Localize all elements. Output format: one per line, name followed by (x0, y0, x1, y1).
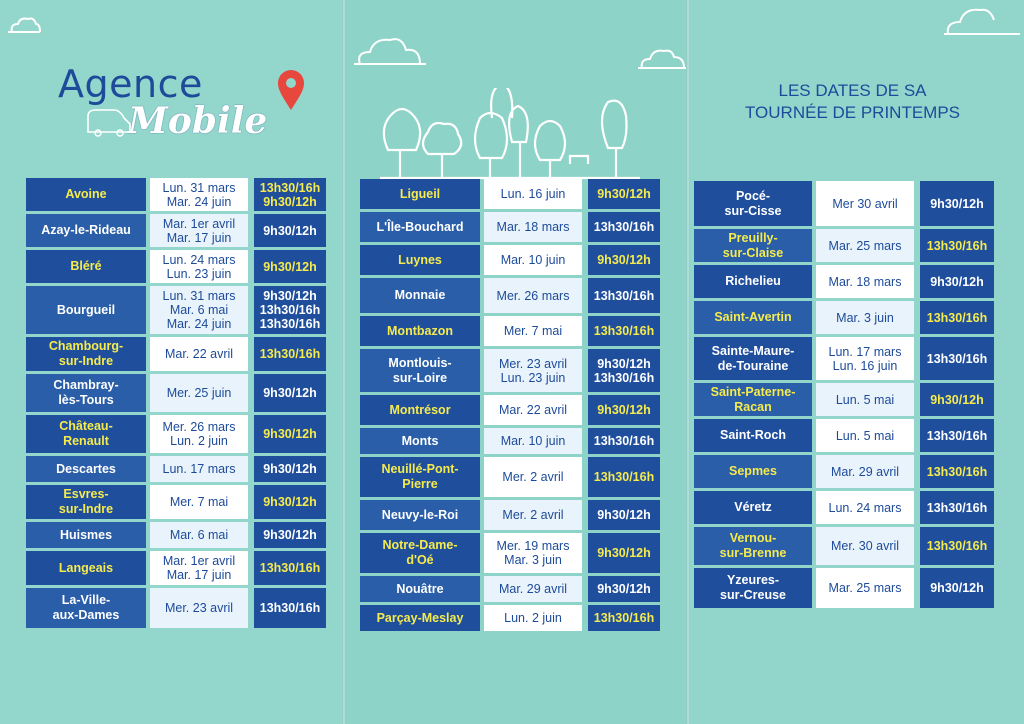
town-name: Montlouis- (388, 355, 452, 370)
date-cell (150, 551, 248, 585)
table-row (26, 214, 326, 247)
town-cell (694, 383, 812, 416)
town-cell (694, 419, 812, 452)
town-cell (360, 212, 480, 242)
table-row (694, 419, 994, 452)
table-row (360, 316, 660, 346)
town-name: Sepmes (729, 464, 777, 478)
town-name: Esvres- (63, 487, 109, 501)
town-name: sur-Indre (58, 502, 114, 516)
visit-date: Mar. 17 juin (166, 568, 232, 582)
date-cell (816, 491, 914, 524)
table-row (360, 576, 660, 602)
visit-date: Mar. 22 avril (164, 347, 234, 361)
visit-date: Mer. 2 avril (502, 508, 564, 522)
trees-illustration (380, 88, 640, 180)
time-cell (920, 383, 994, 416)
visit-hours: 9h30/12h (263, 495, 317, 509)
date-cell (484, 395, 582, 425)
logo-line1: Agence (58, 62, 203, 106)
visit-hours: 9h30/12h (597, 546, 651, 560)
visit-hours: 13h30/16h (593, 220, 655, 234)
table-row (360, 605, 660, 631)
table-row (26, 178, 326, 211)
visit-date: Mer. 23 avril (498, 356, 568, 371)
town-name: sur-Creuse (720, 588, 786, 602)
table-row (26, 415, 326, 453)
town-name: Monnaie (394, 288, 446, 302)
time-cell (588, 245, 660, 275)
visit-hours: 13h30/16h (593, 370, 655, 385)
visit-hours: 9h30/12h (597, 403, 651, 417)
visit-date: Lun. 24 mars (828, 500, 902, 515)
visit-date: Lun. 5 mai (835, 392, 895, 407)
table-row (26, 286, 326, 334)
town-name: Langeais (58, 560, 114, 575)
town-name: Ligueil (399, 186, 441, 201)
time-cell (588, 500, 660, 530)
tour-heading (720, 80, 985, 124)
town-name: Saint-Roch (720, 428, 786, 442)
town-name: Saint-Avertin (714, 310, 792, 324)
date-cell (150, 214, 248, 247)
date-cell (816, 229, 914, 262)
table-row (694, 301, 994, 334)
date-cell (484, 278, 582, 313)
visit-date: Mer. 7 mai (169, 495, 229, 509)
town-name: Chambourg- (48, 339, 124, 353)
visit-hours: 9h30/12h (930, 392, 984, 407)
visit-hours: 9h30/12h (263, 223, 317, 238)
time-cell (920, 181, 994, 226)
time-cell (254, 286, 326, 334)
visit-hours: 9h30/12h (930, 581, 984, 595)
table-row (360, 500, 660, 530)
town-cell (694, 568, 812, 608)
visit-date: Mar. 24 juin (166, 194, 232, 209)
visit-hours: 13h30/16h (593, 611, 655, 625)
town-cell (26, 286, 146, 334)
visit-date: Mar. 6 mai (169, 528, 229, 542)
schedule-table-col2 (360, 176, 660, 634)
schedule-table-col1 (26, 175, 326, 631)
visit-date: Mar. 6 mai (169, 303, 229, 317)
date-cell (150, 588, 248, 628)
time-cell (588, 349, 660, 392)
table-row (360, 179, 660, 209)
table-row (26, 588, 326, 628)
town-cell (694, 491, 812, 524)
date-cell (150, 337, 248, 371)
date-cell (816, 527, 914, 565)
visit-date: Lun. 16 juin (832, 358, 898, 373)
time-cell (920, 568, 994, 608)
visit-hours: 9h30/12h (263, 194, 317, 209)
visit-date: Mar. 3 juin (504, 553, 562, 567)
date-cell (150, 286, 248, 334)
visit-date: Lun. 5 mai (835, 428, 895, 443)
visit-date: Lun. 24 mars (162, 252, 236, 267)
visit-hours: 13h30/16h (926, 351, 988, 366)
town-name: Montbazon (387, 323, 453, 338)
table-row (694, 568, 994, 608)
table-row (694, 229, 994, 262)
date-cell (150, 485, 248, 519)
visit-date: Mer. 19 mars (496, 539, 570, 553)
town-name: Renault (63, 434, 109, 448)
town-cell (360, 349, 480, 392)
table-row (26, 456, 326, 482)
town-cell (360, 245, 480, 275)
table-row (694, 527, 994, 565)
town-cell (360, 395, 480, 425)
visit-date: Lun. 23 juin (500, 370, 566, 385)
town-cell (694, 527, 812, 565)
visit-hours: 9h30/12h (597, 582, 651, 596)
time-cell (588, 576, 660, 602)
schedule-table-col3 (694, 178, 994, 611)
time-cell (254, 588, 326, 628)
visit-hours: 13h30/16h (259, 317, 321, 331)
town-name: Huismes (59, 527, 113, 542)
visit-date: Mar. 10 juin (500, 434, 566, 448)
visit-date: Lun. 16 juin (500, 187, 566, 201)
town-name: Sainte-Maure- (711, 343, 795, 358)
visit-date: Mar. 29 avril (830, 464, 900, 479)
time-cell (588, 533, 660, 573)
town-name: Monts (401, 433, 439, 448)
visit-hours: 9h30/12h (930, 274, 984, 289)
table-row (26, 374, 326, 412)
visit-hours: 9h30/12h (263, 427, 317, 441)
table-row (26, 522, 326, 548)
date-cell (484, 576, 582, 602)
visit-date: Mer 30 avril (832, 196, 898, 211)
visit-hours: 13h30/16h (259, 180, 321, 195)
visit-date: Lun. 31 mars (162, 289, 236, 303)
cloud-icon (350, 30, 430, 70)
town-name: Montrésor (389, 402, 451, 417)
visit-date: Mer. 26 mars (162, 420, 236, 434)
time-cell (588, 395, 660, 425)
visit-date: Mar. 1er avril (162, 554, 236, 568)
visit-date: Mer. 2 avril (502, 470, 564, 484)
visit-hours: 9h30/12h (263, 289, 317, 303)
town-cell (26, 522, 146, 548)
visit-hours: 13h30/16h (926, 310, 988, 325)
time-cell (588, 428, 660, 454)
town-name: Neuvy-le-Roi (381, 507, 459, 522)
visit-date: Mar. 29 avril (498, 582, 568, 596)
visit-hours: 13h30/16h (926, 464, 988, 479)
visit-hours: 13h30/16h (259, 347, 321, 361)
visit-date: Mar. 1er avril (162, 216, 236, 231)
agence-mobile-logo (58, 62, 318, 152)
time-cell (920, 455, 994, 488)
visit-hours: 9h30/12h (597, 187, 651, 201)
town-name: Parçay-Meslay (376, 610, 464, 625)
table-row (26, 250, 326, 283)
date-cell (816, 181, 914, 226)
date-cell (150, 250, 248, 283)
town-cell (694, 181, 812, 226)
town-cell (694, 229, 812, 262)
heading-line2: TOURNÉE DE PRINTEMPS (744, 103, 961, 122)
time-cell (920, 301, 994, 334)
time-cell (920, 527, 994, 565)
date-cell (484, 533, 582, 573)
town-cell (360, 457, 480, 497)
visit-hours: 9h30/12h (597, 508, 651, 522)
time-cell (588, 457, 660, 497)
town-name: aux-Dames (52, 608, 120, 622)
town-name: Château- (59, 419, 113, 433)
town-cell (360, 278, 480, 313)
cloud-icon (940, 4, 1022, 38)
town-cell (360, 316, 480, 346)
date-cell (816, 419, 914, 452)
visit-date: Mar. 17 juin (166, 230, 232, 245)
town-name: Neuillé-Pont- (381, 462, 459, 476)
time-cell (588, 179, 660, 209)
visit-date: Mar. 25 mars (828, 581, 902, 595)
date-cell (150, 456, 248, 482)
time-cell (588, 212, 660, 242)
town-cell (26, 485, 146, 519)
visit-date: Mar. 24 juin (166, 317, 232, 331)
town-name: Preuilly- (728, 230, 778, 245)
town-name: sur-Cisse (724, 203, 782, 218)
date-cell (816, 383, 914, 416)
table-row (360, 278, 660, 313)
town-name: sur-Loire (392, 370, 448, 385)
visit-hours: 9h30/12h (930, 196, 984, 211)
town-name: Luynes (398, 252, 442, 267)
visit-hours: 13h30/16h (259, 303, 321, 317)
date-cell (484, 245, 582, 275)
date-cell (484, 500, 582, 530)
town-name: sur-Indre (58, 354, 114, 368)
town-name: Saint-Paterne- (710, 384, 796, 399)
town-cell (26, 415, 146, 453)
town-name: Azay-le-Rideau (41, 223, 131, 237)
time-cell (254, 214, 326, 247)
town-cell (360, 500, 480, 530)
visit-date: Mer. 25 juin (166, 386, 232, 400)
date-cell (150, 522, 248, 548)
visit-date: Mar. 18 mars (496, 220, 570, 234)
visit-date: Lun. 31 mars (162, 180, 236, 195)
visit-date: Lun. 17 mars (162, 462, 236, 476)
town-name: lès-Tours (58, 393, 114, 407)
visit-hours: 13h30/16h (593, 288, 655, 303)
fold-line (686, 0, 690, 724)
town-cell (360, 428, 480, 454)
visit-hours: 13h30/16h (926, 539, 988, 553)
visit-date: Mer. 26 mars (496, 288, 570, 303)
visit-date: Mar. 3 juin (836, 310, 894, 325)
time-cell (920, 337, 994, 380)
time-cell (588, 316, 660, 346)
date-cell (150, 374, 248, 412)
table-row (694, 383, 994, 416)
date-cell (484, 349, 582, 392)
town-name: Pocé- (735, 188, 771, 203)
time-cell (920, 229, 994, 262)
visit-date: Mer. 23 avril (164, 601, 234, 615)
town-cell (360, 179, 480, 209)
visit-hours: 9h30/12h (263, 259, 317, 274)
town-name: Nouâtre (396, 581, 444, 596)
cloud-icon (4, 14, 44, 36)
time-cell (920, 419, 994, 452)
time-cell (254, 250, 326, 283)
table-row (360, 212, 660, 242)
visit-date: Mar. 18 mars (828, 274, 902, 289)
town-cell (26, 588, 146, 628)
logo-line2: Mobile (128, 100, 268, 142)
table-row (26, 551, 326, 585)
time-cell (254, 374, 326, 412)
date-cell (484, 605, 582, 631)
date-cell (816, 455, 914, 488)
visit-hours: 9h30/12h (597, 253, 651, 267)
date-cell (150, 178, 248, 211)
visit-date: Mer. 7 mai (503, 324, 563, 338)
time-cell (254, 456, 326, 482)
fold-line (342, 0, 346, 724)
visit-date: Mar. 25 mars (828, 238, 902, 253)
town-name: La-Ville- (61, 593, 111, 607)
table-row (360, 533, 660, 573)
visit-hours: 13h30/16h (259, 601, 321, 615)
time-cell (254, 551, 326, 585)
town-name: Chambray- (53, 378, 119, 392)
town-cell (26, 214, 146, 247)
town-name: Notre-Dame- (382, 538, 458, 552)
time-cell (920, 491, 994, 524)
date-cell (484, 457, 582, 497)
town-cell (694, 265, 812, 298)
visit-hours: 13h30/16h (593, 470, 655, 484)
town-cell (26, 178, 146, 211)
visit-hours: 13h30/16h (593, 324, 655, 338)
visit-hours: 13h30/16h (593, 434, 655, 448)
town-name: sur-Brenne (719, 546, 787, 560)
town-name: Yzeures- (726, 573, 780, 587)
town-name: Bourgueil (56, 302, 116, 317)
visit-date: Lun. 2 juin (504, 611, 562, 625)
table-row (694, 491, 994, 524)
date-cell (816, 265, 914, 298)
town-name: d'Oé (406, 553, 434, 567)
time-cell (254, 337, 326, 371)
town-name: Véretz (734, 500, 772, 514)
date-cell (816, 301, 914, 334)
table-row (26, 337, 326, 371)
table-row (360, 395, 660, 425)
time-cell (588, 278, 660, 313)
visit-hours: 13h30/16h (926, 428, 988, 443)
time-cell (254, 415, 326, 453)
date-cell (484, 179, 582, 209)
date-cell (816, 568, 914, 608)
visit-hours: 9h30/12h (263, 386, 317, 400)
time-cell (588, 605, 660, 631)
table-row (360, 245, 660, 275)
date-cell (484, 316, 582, 346)
table-row (360, 457, 660, 497)
visit-hours: 13h30/16h (926, 238, 988, 253)
visit-date: Mar. 22 avril (498, 403, 568, 417)
time-cell (254, 178, 326, 211)
town-cell (26, 337, 146, 371)
visit-hours: 9h30/12h (263, 528, 317, 542)
town-cell (694, 301, 812, 334)
table-row (694, 337, 994, 380)
town-cell (26, 456, 146, 482)
town-name: de-Touraine (717, 358, 789, 373)
visit-date: Mar. 10 juin (500, 253, 566, 267)
location-pin-icon (276, 68, 306, 112)
visit-date: Lun. 17 mars (828, 344, 902, 359)
visit-hours: 9h30/12h (597, 356, 651, 371)
visit-hours: 13h30/16h (926, 500, 988, 515)
table-row (694, 455, 994, 488)
date-cell (150, 415, 248, 453)
town-cell (360, 576, 480, 602)
heading-line1: LES DATES DE SA (778, 81, 927, 100)
visit-hours: 9h30/12h (263, 462, 317, 476)
town-cell (360, 605, 480, 631)
van-icon (84, 106, 134, 138)
town-name: Racan (734, 399, 772, 414)
cloud-icon (634, 46, 690, 72)
table-row (26, 485, 326, 519)
visit-date: Lun. 2 juin (170, 434, 228, 448)
town-cell (26, 374, 146, 412)
table-row (360, 349, 660, 392)
time-cell (254, 522, 326, 548)
town-name: sur-Claise (722, 245, 784, 260)
town-cell (26, 250, 146, 283)
town-cell (360, 533, 480, 573)
table-row (694, 181, 994, 226)
time-cell (920, 265, 994, 298)
town-name: Bléré (70, 259, 102, 273)
town-name: Avoine (65, 187, 107, 201)
town-cell (694, 455, 812, 488)
town-name: L'Île-Bouchard (376, 219, 464, 234)
table-row (360, 428, 660, 454)
table-row (694, 265, 994, 298)
visit-date: Mer. 30 avril (830, 539, 900, 553)
date-cell (816, 337, 914, 380)
time-cell (254, 485, 326, 519)
date-cell (484, 212, 582, 242)
town-name: Vernou- (729, 531, 777, 545)
town-name: Pierre (402, 477, 438, 491)
date-cell (484, 428, 582, 454)
visit-date: Lun. 23 juin (166, 266, 232, 281)
town-name: Descartes (56, 461, 116, 476)
town-cell (26, 551, 146, 585)
town-name: Richelieu (725, 274, 781, 288)
visit-hours: 13h30/16h (259, 561, 321, 575)
town-cell (694, 337, 812, 380)
